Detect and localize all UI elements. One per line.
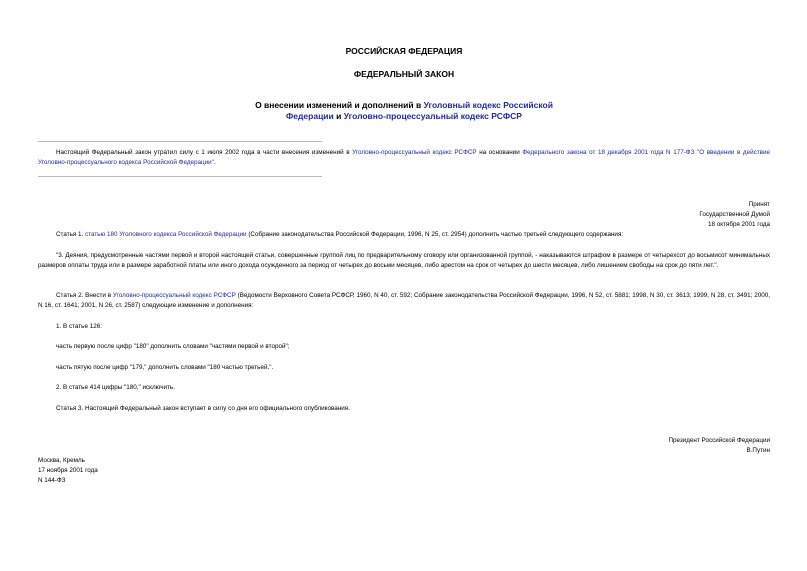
link-article-180[interactable]: статью 180 Уголовного кодекса Российской Федерации [85, 231, 247, 238]
repeal-note-text: . [213, 159, 216, 166]
link-federal-law-177[interactable]: Федерального закона от 18 декабря 2001 года N 177-ФЗ "О введении в действие Уголовно-процессуального кодекса Российской Федерации" [38, 149, 771, 166]
article-2 [38, 291, 770, 311]
header-country: РОССИЙСКАЯ ФЕДЕРАЦИЯ [345, 46, 463, 56]
place: Москва, Кремль [38, 457, 85, 464]
law-title [248, 100, 560, 122]
signing-date: 17 ноября 2001 года [38, 467, 98, 474]
repeal-note-text: Настоящий Федеральный закон утратил силу с 1 июля 2002 года в части внесения изменений в [56, 149, 353, 156]
article-1-quote: "3. Деяния, предусмотренные частями первой и второй настоящей статьи, совершенные группой лиц по предварительному сговору или организованной группой, - наказываются штрафом в размере от четырехсот до восьмисот минимальных размеров оплаты труда или в размере заработной платы или иного дохода осужденного за период от четырех до восьми месяцев, либо арестом на срок от четырех до шести месяцев, либо лишением свободы на срок до пяти лет.". [38, 252, 770, 269]
article-1 [38, 230, 770, 240]
list-item: часть пятую после цифр "179," дополнить словами "180 частью третьей,". [56, 364, 274, 371]
article-1-text: (Собрание законодательства Российской Федерации, 1996, N 25, ст. 2954) дополнить частью третьей следующего содержания: [246, 231, 624, 238]
article-2-text: (Ведомости Верховного Совета РСФСР, 1960, N 40, ст. 592; Собрание законодательства Российской Федерации, 1996, N 52, ст. 5881; 1998, N 30, ст. 3613; 1999, N 28, ст. 3491; 2000, N 16, ст. 1641; 2001, N 26, ст. 2587) следующие изменение и дополнения: [38, 292, 771, 309]
divider-bottom [38, 176, 322, 177]
list-item: 2. В статье 414 цифры "180," исключить. [56, 384, 175, 391]
link-criminal-procedure-code[interactable]: Уголовно-процессуальный кодекс РСФСР [343, 111, 522, 121]
divider-top [38, 141, 322, 142]
repeal-note [38, 148, 770, 168]
document-page [38, 0, 770, 571]
adopted-line: Принят [748, 201, 770, 208]
adopted-by: Государственной Думой [699, 211, 770, 218]
article-1-text: Статья 1. [56, 231, 86, 238]
repeal-note-text: на основании [476, 149, 523, 156]
list-item: часть первую после цифр "180" дополнить словами "частями первой и второй"; [56, 343, 290, 350]
article-2-text: Статья 2. Внести в [56, 292, 113, 299]
link-criminal-code[interactable]: Уголовный кодекс Российской Федерации [286, 100, 553, 121]
place-date-block [38, 456, 770, 486]
law-number: N 144-ФЗ [38, 477, 66, 484]
link-upk-rsfsr-note[interactable]: Уголовно-процессуальный кодекс РСФСР [352, 149, 477, 156]
law-title-text: О внесении изменений и дополнений в [255, 100, 424, 110]
header-law-type: ФЕДЕРАЛЬНЫЙ ЗАКОН [353, 69, 455, 79]
article-3: Статья 3. Настоящий Федеральный закон вступает в силу со дня его официального опубликования. [56, 405, 350, 412]
link-upk-rsfsr[interactable]: Уголовно-процессуальный кодекс РСФСР [112, 292, 236, 299]
list-item: 1. В статье 126: [56, 323, 102, 330]
signature-block [38, 436, 770, 456]
signature-name: В.Путин [746, 447, 770, 454]
adopted-block [38, 200, 770, 230]
signature-title: Президент Российской Федерации [668, 437, 770, 444]
adopted-date: 18 октября 2001 года [707, 221, 770, 228]
law-title-and: и [333, 111, 344, 121]
